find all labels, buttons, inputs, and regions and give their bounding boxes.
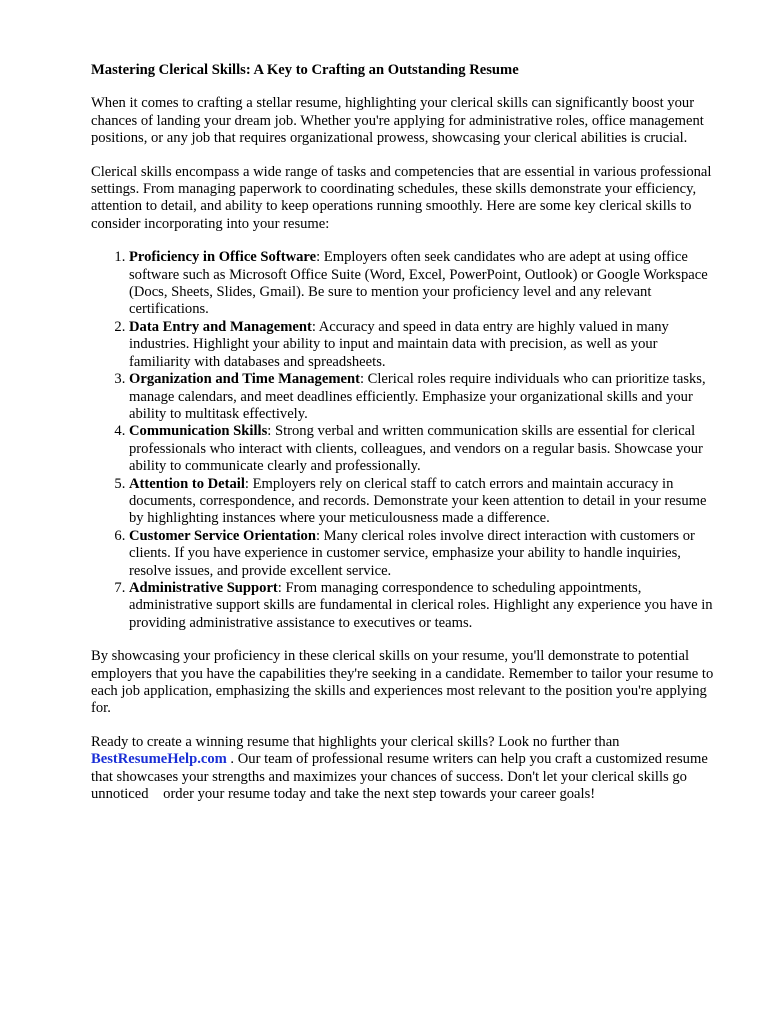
skill-description: : Accuracy and speed in data entry are highly valued in many industries. Highlight your ability to input and maintain data with precision, as well as your familiarity with databases and spreadsheets. [129,318,669,370]
conclusion-paragraph: By showcasing your proficiency in these clerical skills on your resume, you'll demonstrate to potential employers that you have the capabilities they're seeking in a candidate. Remember to tailor your resume to each job application, emphasizing the skills and experiences most relevant to the position you're applying for. [91,648,714,717]
skill-item-organization [129,371,719,423]
skill-name: Organization and Time Management [129,371,360,388]
skill-name: Proficiency in Office Software [129,249,317,266]
skill-name: Customer Service Orientation [129,527,316,544]
intro-paragraph: When it comes to crafting a stellar resume, highlighting your clerical skills can significantly boost your chances of landing your dream job. Whether you're applying for administrative roles, office management positions, or any job that requires organizational prowess, showcasing your clerical abilities is crucial. [91,95,704,147]
skill-name: Communication Skills [129,423,268,440]
skill-description: : Strong verbal and written communication skills are essential for clerical professionals who interact with clients, colleagues, and vendors on a regular basis. Showcase your ability to communicate clearly and professionally. [129,423,703,475]
skill-item-attention-to-detail [129,476,719,528]
skills-list [91,249,719,632]
skill-item-office-software [129,249,719,319]
cta-rest-text: . Our team of professional resume writers can help you craft a customized resume that showcases your strengths and maximizes your chances of success. Don't let your clerical skills go unnoticed order your resume today and take the next step towards your career goals! [91,751,708,803]
skill-name: Data Entry and Management [129,318,312,335]
document-page [91,62,719,819]
skill-item-administrative-support [129,580,719,632]
cta-lead-text: Ready to create a winning resume that highlights your clerical skills? Look no further than [91,733,620,750]
skill-description: : Many clerical roles involve direct interaction with customers or clients. If you have experience in customer service, emphasize your ability to handle inquiries, resolve issues, and provide excellent service. [129,527,695,579]
skill-item-communication [129,423,719,475]
skill-item-data-entry [129,319,719,371]
document-title: Mastering Clerical Skills: A Key to Crafting an Outstanding Resume [91,62,519,78]
skill-description: : Clerical roles require individuals who can prioritize tasks, manage calendars, and meet deadlines efficiently. Emphasize your organizational skills and your ability to multitask effectively. [129,371,706,422]
skill-description: : Employers often seek candidates who are adept at using office software such as Microsoft Office Suite (Word, Excel, PowerPoint, Outlook) or Google Workspace (Docs, Sheets, Slides, Gmail). Be sure to mention your proficiency level and any relevant certifications. [129,249,708,318]
skill-name: Administrative Support [129,579,278,596]
best-resume-help-link[interactable]: BestResumeHelp.com [91,751,227,768]
skill-description: : Employers rely on clerical staff to catch errors and maintain accuracy in documents, correspondence, and records. Demonstrate your keen attention to detail in your resume by highlighting instances where your meticulousness made a difference. [129,475,707,527]
skill-item-customer-service [129,528,719,580]
skill-description: : From managing correspondence to scheduling appointments, administrative support skills are fundamental in clerical roles. Highlight any experience you have in providing administrative assistance to executives or teams. [129,579,713,631]
overview-paragraph: Clerical skills encompass a wide range of tasks and competencies that are essential in various professional settings. From managing paperwork to coordinating schedules, these skills demonstrate your efficiency, attention to detail, and ability to keep operations running smoothly. Here are some key clerical skills to consider incorporating into your resume: [91,163,712,232]
cta-paragraph [91,734,719,804]
skill-name: Attention to Detail [129,475,245,492]
